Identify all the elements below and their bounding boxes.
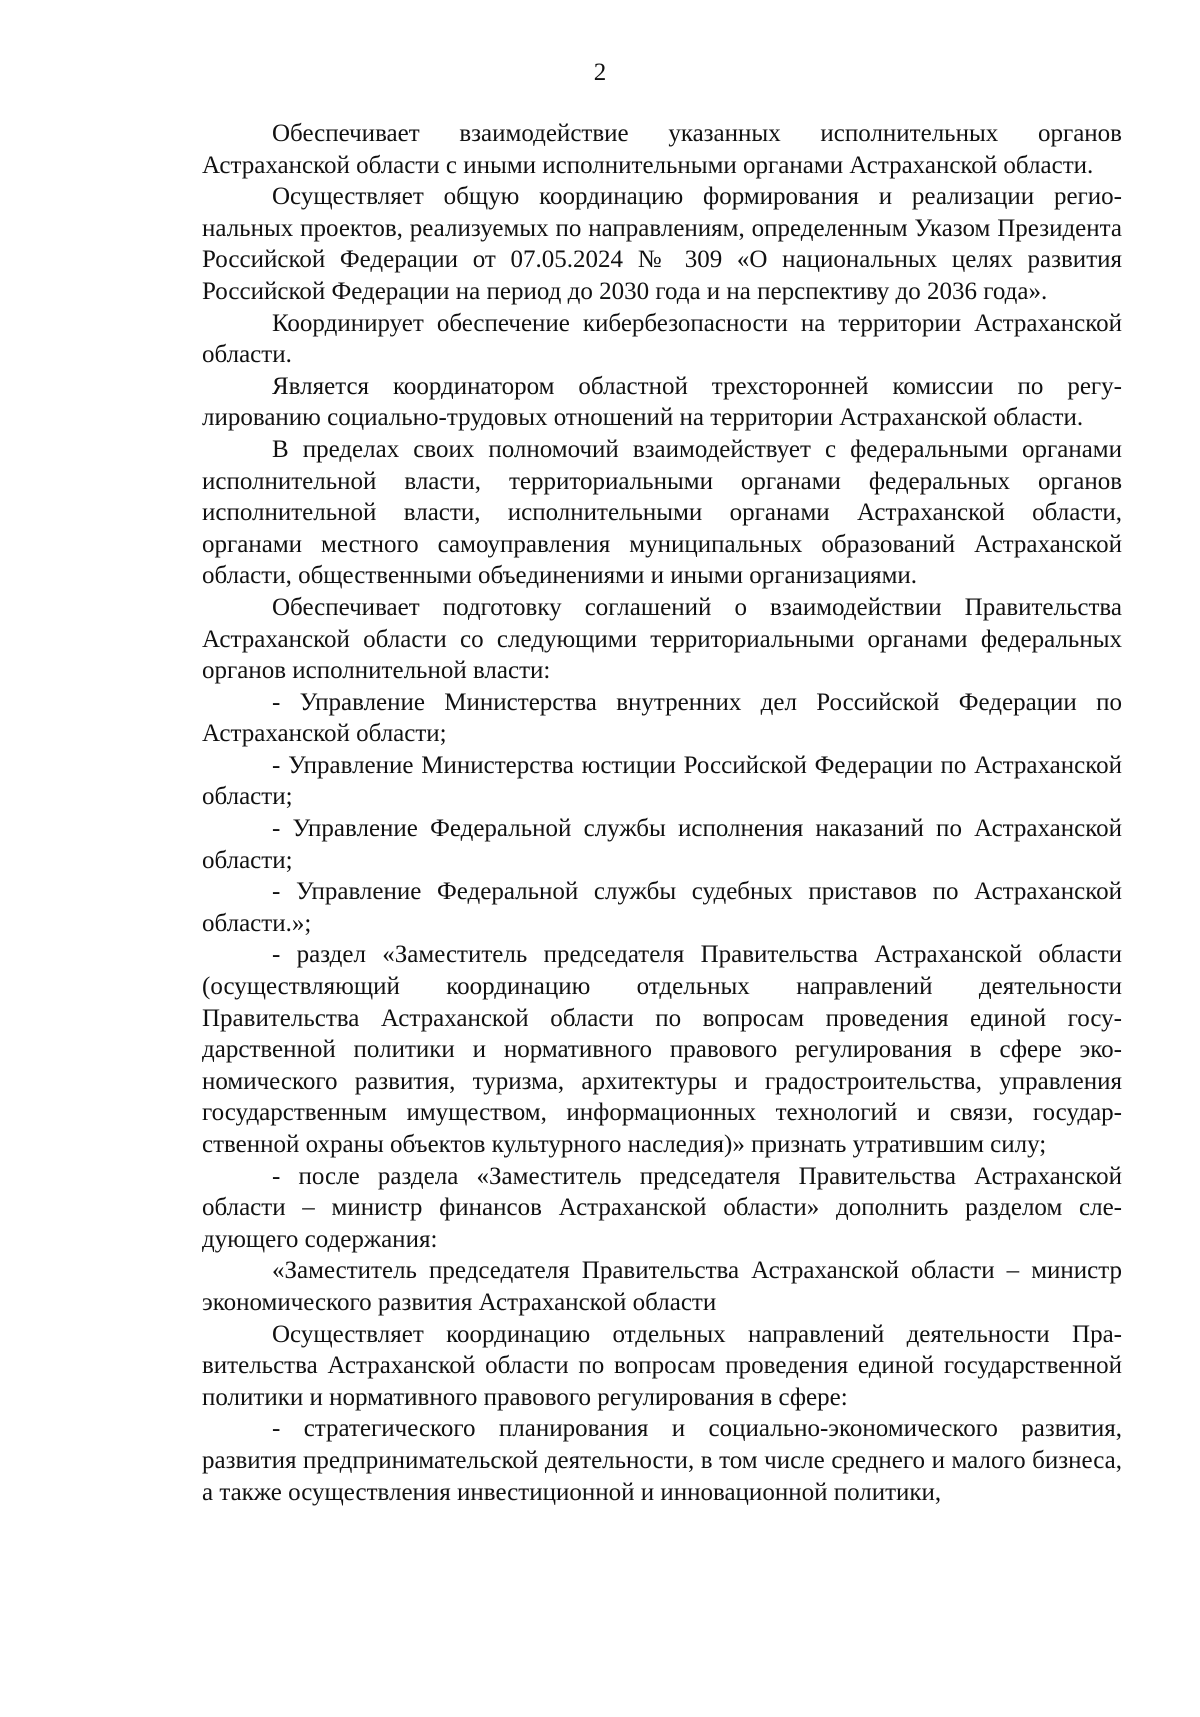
- paragraph-tripartite-commission: Является координатором областной трехсторонней комиссии по регулированию социально-трудовых отношений на территории Астраханской области.: [202, 372, 1122, 432]
- paragraph-cybersecurity: Координирует обеспечение кибербезопасности на территории Астраханской области.: [202, 309, 1122, 369]
- list-item-strategic-planning: - стратегического планирования и социально-экономического развития, развития предпринимательской деятельности, в том числе среднего и малого бизнеса, а также осуществления инвестиционной и инновационной политики,: [202, 1415, 1122, 1506]
- page-number: 2: [593, 59, 607, 86]
- document-body: [202, 118, 1122, 1508]
- section-heading-deputy-chairman: «Заместитель председателя Правительства Астраханской области – министр экономического развития Астраханской области: [202, 1257, 1122, 1316]
- paragraph-agreements: Обеспечивает подготовку соглашений о взаимодействии Правительства Астраханской области со следующими территориальными органами федеральных органов исполнительной власти:: [202, 593, 1122, 685]
- list-item-justice: - Управление Министерства юстиции Российской Федерации по Астраханской области;: [202, 751, 1122, 811]
- list-item-mvd: - Управление Министерства внутренних дел Российской Федерации по Астраханской области;: [202, 688, 1122, 748]
- list-item-section-repealed: - раздел «Заместитель председателя Правительства Астраханской области (осуществляющий координацию отдельных направлений деятельности Правительства Астраханской области по вопросам проведения единой государственной политики и нормативного правового регулирования в сфере экономического развития, туризма, архитектуры и градостроительства, управления государственным имуществом, информационных технологий и связи, государственной охраны объектов культурного наследия)» признать утратившим силу;: [202, 941, 1122, 1158]
- paragraph-regional-projects: Осуществляет общую координацию формирования и реализации региональных проектов, реализуемых по направлениям, определенным Указом Президента Российской Федерации от 07.05.2024 № 309 «О национальных целях развития Российской Федерации на период до 2030 года и на перспективу до 2036 года».: [202, 183, 1122, 305]
- paragraph-powers: В пределах своих полномочий взаимодействует с федеральными органами исполнительной власти, территориальными органами федеральных органов исполнительной власти, исполнительными органами Астраханской области, органами местного самоуправления муниципальных образований Астраханской области, общественными объединениями и иными организациями.: [202, 435, 1122, 590]
- list-item-fssp: - Управление Федеральной службы судебных приставов по Астраханской области.»;: [202, 878, 1122, 937]
- list-item-fsin: - Управление Федеральной службы исполнения наказаний по Астраханской области;: [202, 815, 1122, 874]
- paragraph-interaction: Обеспечивает взаимодействие указанных исполнительных органов Астраханской области с иными исполнительными органами Астраханской области.: [202, 120, 1122, 179]
- paragraph-coordination: Осуществляет координацию отдельных направлений деятельности Правительства Астраханской области по вопросам проведения единой государственной политики и нормативного правового регулирования в сфере:: [202, 1320, 1122, 1411]
- list-item-section-added: - после раздела «Заместитель председателя Правительства Астраханской области – министр финансов Астраханской области» дополнить разделом следующего содержания:: [202, 1162, 1122, 1253]
